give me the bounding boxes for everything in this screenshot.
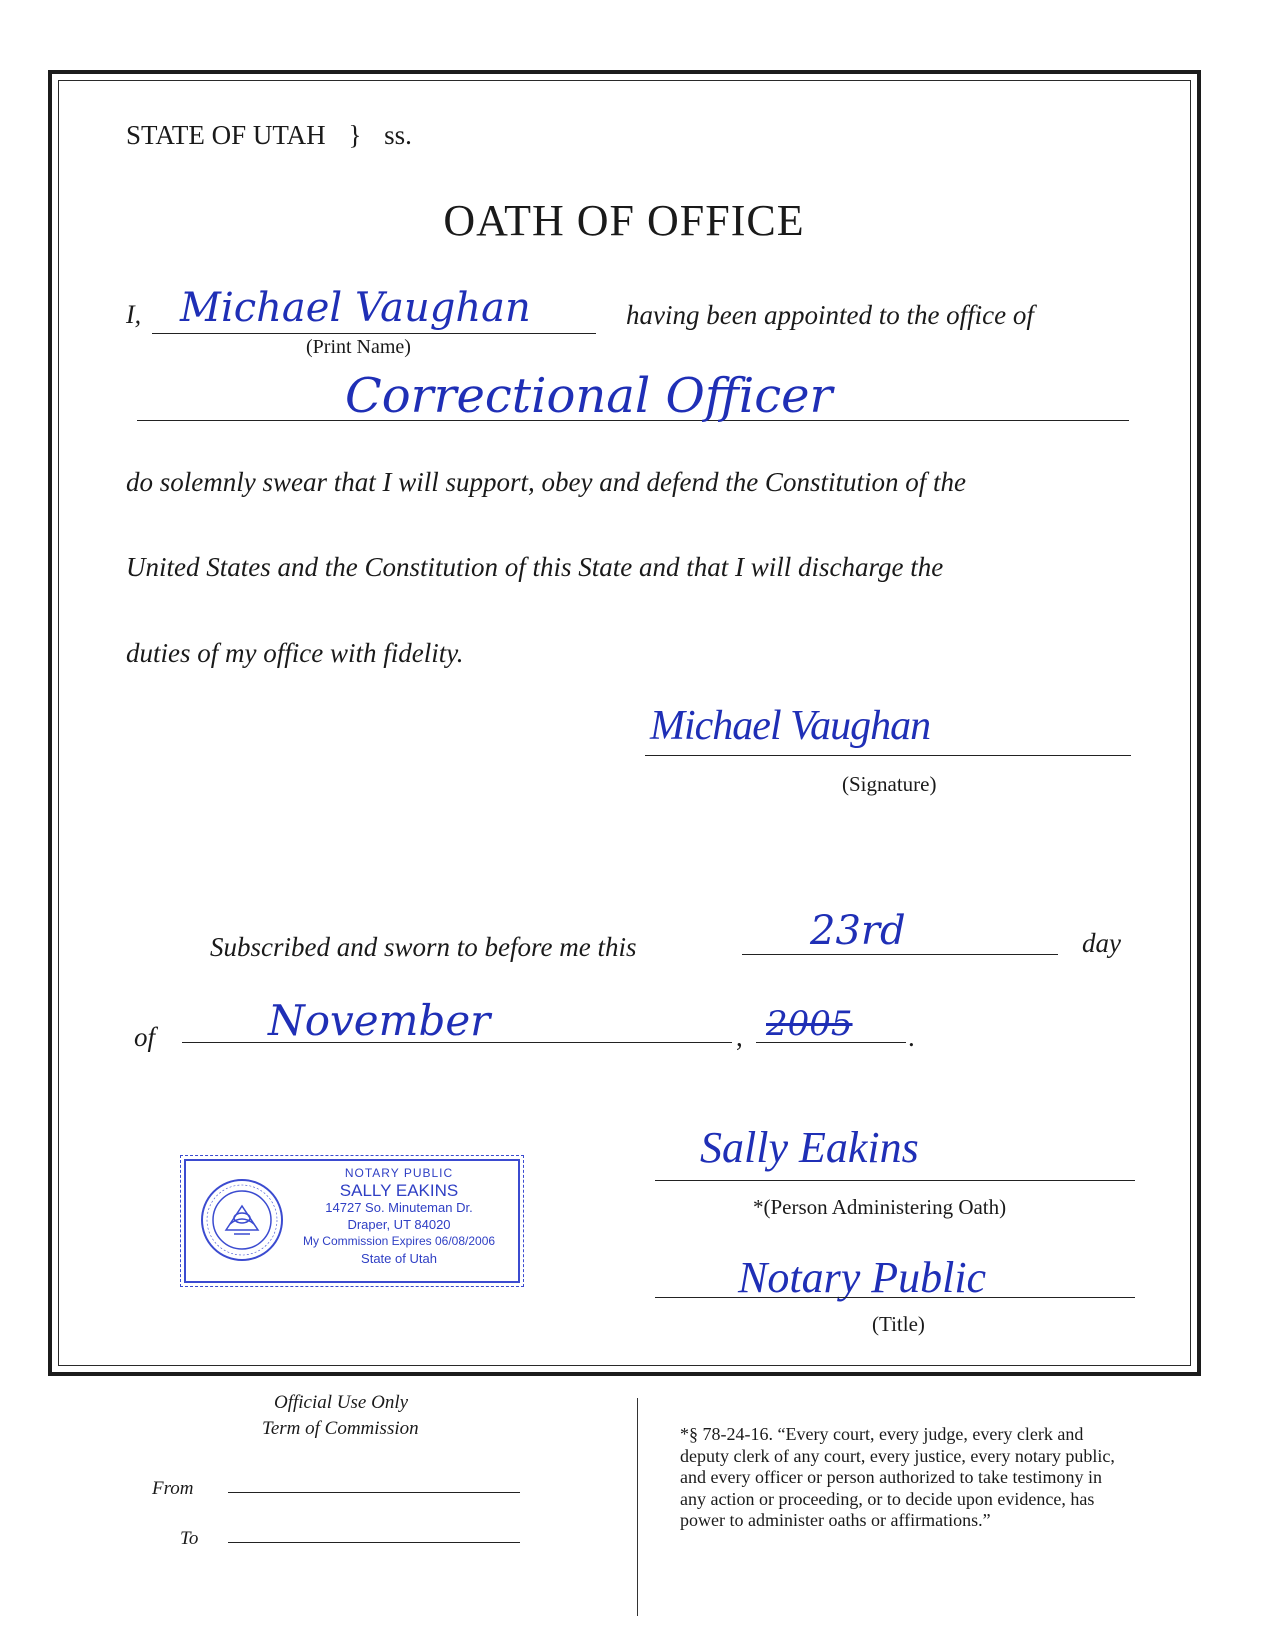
administering-line bbox=[655, 1180, 1135, 1181]
month-value[interactable]: November bbox=[268, 996, 491, 1045]
print-name-value[interactable]: Michael Vaughan bbox=[180, 285, 531, 331]
oath-prefix: I, bbox=[126, 300, 142, 329]
stamp-line-3: 14727 So. Minuteman Dr. bbox=[325, 1200, 473, 1215]
ss-label: ss. bbox=[384, 120, 412, 150]
document-title: OATH OF OFFICE bbox=[443, 196, 805, 245]
stamp-line-6: State of Utah bbox=[361, 1251, 437, 1266]
stamp-line-1: NOTARY PUBLIC bbox=[344, 1166, 454, 1180]
statute-line-1: *§ 78-24-16. “Every court, every judge, every clerk and bbox=[680, 1424, 1084, 1444]
statute-line-2: deputy clerk of any court, every justice, every notary public, bbox=[680, 1445, 1115, 1466]
year-period: . bbox=[908, 1022, 915, 1052]
stamp-line-4: Draper, UT 84020 bbox=[347, 1217, 451, 1232]
of-label: of bbox=[134, 1022, 156, 1052]
month-comma: , bbox=[736, 1022, 743, 1052]
statute-line-5: power to administer oaths or affirmations.” bbox=[680, 1510, 991, 1530]
notary-stamp bbox=[184, 1159, 520, 1283]
venue-header bbox=[126, 120, 412, 151]
oath-body-line-3: duties of my office with fidelity. bbox=[126, 638, 464, 668]
subscribed-text: Subscribed and sworn to before me this bbox=[210, 932, 637, 962]
administering-signature-value[interactable]: Sally Eakins bbox=[700, 1123, 919, 1172]
statute-note bbox=[680, 1424, 1115, 1532]
stamp-line-2: SALLY EAKINS bbox=[339, 1181, 459, 1200]
print-name-label: (Print Name) bbox=[306, 336, 411, 358]
from-label: From bbox=[152, 1478, 194, 1499]
appointed-text: having been appointed to the office of bbox=[626, 300, 1034, 330]
print-name-line bbox=[152, 333, 596, 334]
title-value[interactable]: Notary Public bbox=[738, 1253, 987, 1302]
stamp-line-5: My Commission Expires 06/08/2006 bbox=[302, 1234, 496, 1248]
administering-label: *(Person Administering Oath) bbox=[753, 1195, 1007, 1219]
day-line bbox=[742, 954, 1058, 955]
oath-body-line-1: do solemnly swear that I will support, obey and defend the Constitution of the bbox=[126, 467, 966, 497]
title-label: (Title) bbox=[872, 1312, 925, 1336]
to-label: To bbox=[180, 1528, 199, 1549]
oath-body-line-2: United States and the Constitution of this State and that I will discharge the bbox=[126, 552, 944, 582]
oath-signature-value[interactable]: Michael Vaughan bbox=[650, 703, 931, 749]
brace: } bbox=[348, 120, 362, 150]
signature-label: (Signature) bbox=[842, 772, 937, 796]
state-label: STATE OF UTAH bbox=[126, 120, 326, 150]
term-of-commission-heading: Term of Commission bbox=[262, 1418, 419, 1439]
official-use-heading: Official Use Only bbox=[274, 1392, 409, 1413]
day-value[interactable]: 23rd bbox=[810, 908, 906, 954]
statute-line-4: any action or proceeding, or to decide upon evidence, has bbox=[680, 1488, 1095, 1509]
state-seal-icon bbox=[200, 1178, 284, 1262]
year-value[interactable]: 2005 bbox=[766, 1004, 853, 1044]
statute-line-3: and every officer or person authorized to take testimony in bbox=[680, 1467, 1103, 1487]
notary-stamp-text bbox=[286, 1165, 512, 1267]
title-line bbox=[655, 1297, 1135, 1298]
to-line bbox=[228, 1542, 520, 1543]
office-value[interactable]: Correctional Officer bbox=[345, 368, 833, 424]
from-line bbox=[228, 1492, 520, 1493]
signature-line bbox=[645, 755, 1131, 756]
footer-divider bbox=[637, 1398, 638, 1616]
day-label: day bbox=[1082, 928, 1121, 958]
